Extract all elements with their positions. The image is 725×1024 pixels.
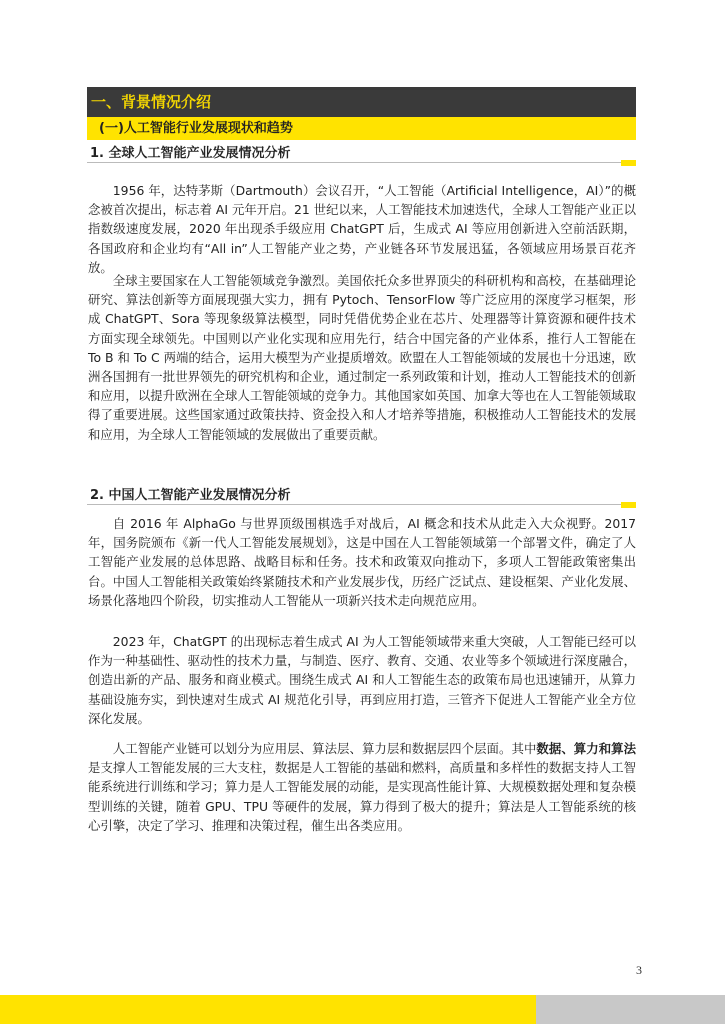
paragraph-3: 自 2016 年 AlphaGo 与世界顶级围棋选手对战后，AI 概念和技术从此走入大众视野。2017 年，国务院颁布《新一代人工智能发展规划》，这是中国在人工智能领域第一个部署文件，确定了人工智能产业发展的总体思路、战略目标和任务。技术和政策双向推动下，多项人工智能政策密集出台。中国人工智能相关政策始终紧随技术和产业发展步伐，历经广泛试点、建设框架、产业化发展、场景化落地四个阶段，切实推动人工智能从一项新兴技术走向规范应用。: [88, 516, 636, 608]
paragraph-5-lead: 人工智能产业链可以划分为应用层、算法层、算力层和数据层四个层面。其中: [112, 741, 537, 756]
paragraph-5: [88, 739, 636, 835]
footer-bar-gray: [536, 995, 725, 1024]
heading-china-analysis: [87, 486, 636, 508]
paragraph-5-bold: 数据、算力和算法: [536, 741, 637, 756]
paragraph-5-rest: 是支撑人工智能发展的三大支柱，数据是人工智能的基础和燃料，高质量和多样性的数据支持人工智能系统进行训练和学习；算力是人工智能发展的动能，是实现高性能计算、大规模数据处理和复杂模型训练的关键，随着 GPU、TPU 等硬件的发展，算力得到了极大的提升；算法是人工智能系统的核心引擎，决定了学习、推理和决策过程，催生出各类应用。: [88, 760, 636, 833]
heading-underline: [87, 162, 622, 163]
page-number: 3: [636, 963, 642, 977]
subsection-title: (一)人工智能行业发展现状和趋势: [87, 117, 636, 140]
paragraph-4: 2023 年，ChatGPT 的出现标志着生成式 AI 为人工智能领域带来重大突破，人工智能已经可以作为一种基础性、驱动性的技术力量，与制造、医疗、教育、交通、农业等多个领域进行深度融合，创造出新的产品、服务和商业模式。围绕生成式 AI 和人工智能生态的政策布局也迅速铺开，从算力基础设施夯实，到快速对生成式 AI 规范化引导，再到应用打造，三管齐下促进人工智能产业全方位深化发展。: [88, 634, 636, 726]
heading-global-analysis: [87, 144, 636, 166]
heading-accent-mark: [621, 502, 636, 508]
paragraph-2: 全球主要国家在人工智能领域竞争激烈。美国依托众多世界顶尖的科研机构和高校，在基础理论研究、算法创新等方面展现强大实力，拥有 Pytoch、TensorFlow 等广泛应用的深度学习框架，形成 ChatGPT、Sora 等现象级算法模型，同时凭借优势企业在芯片、处理器等计算资源和硬件技术方面实现全球领先。中国则以产业化实现和应用先行，结合中国完备的产业体系，推行人工智能在 To B 和 To C 两端的结合，运用大模型为产业提质增效。欧盟在人工智能领域的发展也十分迅速，欧洲各国拥有一批世界领先的研究机构和企业，通过制定一系列政策和计划，推动人工智能技术的创新和应用，以提升欧洲在全球人工智能领域的竞争力。其他国家如英国、加拿大等也在人工智能领域取得了重要进展。这些国家通过政策扶持、资金投入和人才培养等措施，积极推动人工智能技术的发展和应用，为全球人工智能领域的发展做出了重要贡献。: [88, 273, 636, 442]
footer-bar-yellow: [0, 995, 536, 1024]
section-title: 一、背景情况介绍: [87, 87, 636, 117]
heading-global-analysis-text: 1. 全球人工智能产业发展情况分析: [90, 146, 291, 161]
heading-underline: [87, 504, 622, 505]
heading-china-analysis-text: 2. 中国人工智能产业发展情况分析: [90, 488, 291, 503]
paragraph-1: 1956 年，达特茅斯（Dartmouth）会议召开，“人工智能（Artificial Intelligence，AI）”的概念被首次提出，标志着 AI 元年开启。21 世纪以来，人工智能技术加速迭代，全球人工智能产业正以指数级速度发展，2020 年出现杀手级应用 ChatGPT 后，生成式 AI 等应用创新进入空前活跃期，各国政府和企业均有“All in”人工智能产业之势，产业链各环节发展迅猛，各领域应用场景百花齐放。: [88, 183, 636, 275]
heading-accent-mark: [621, 160, 636, 166]
